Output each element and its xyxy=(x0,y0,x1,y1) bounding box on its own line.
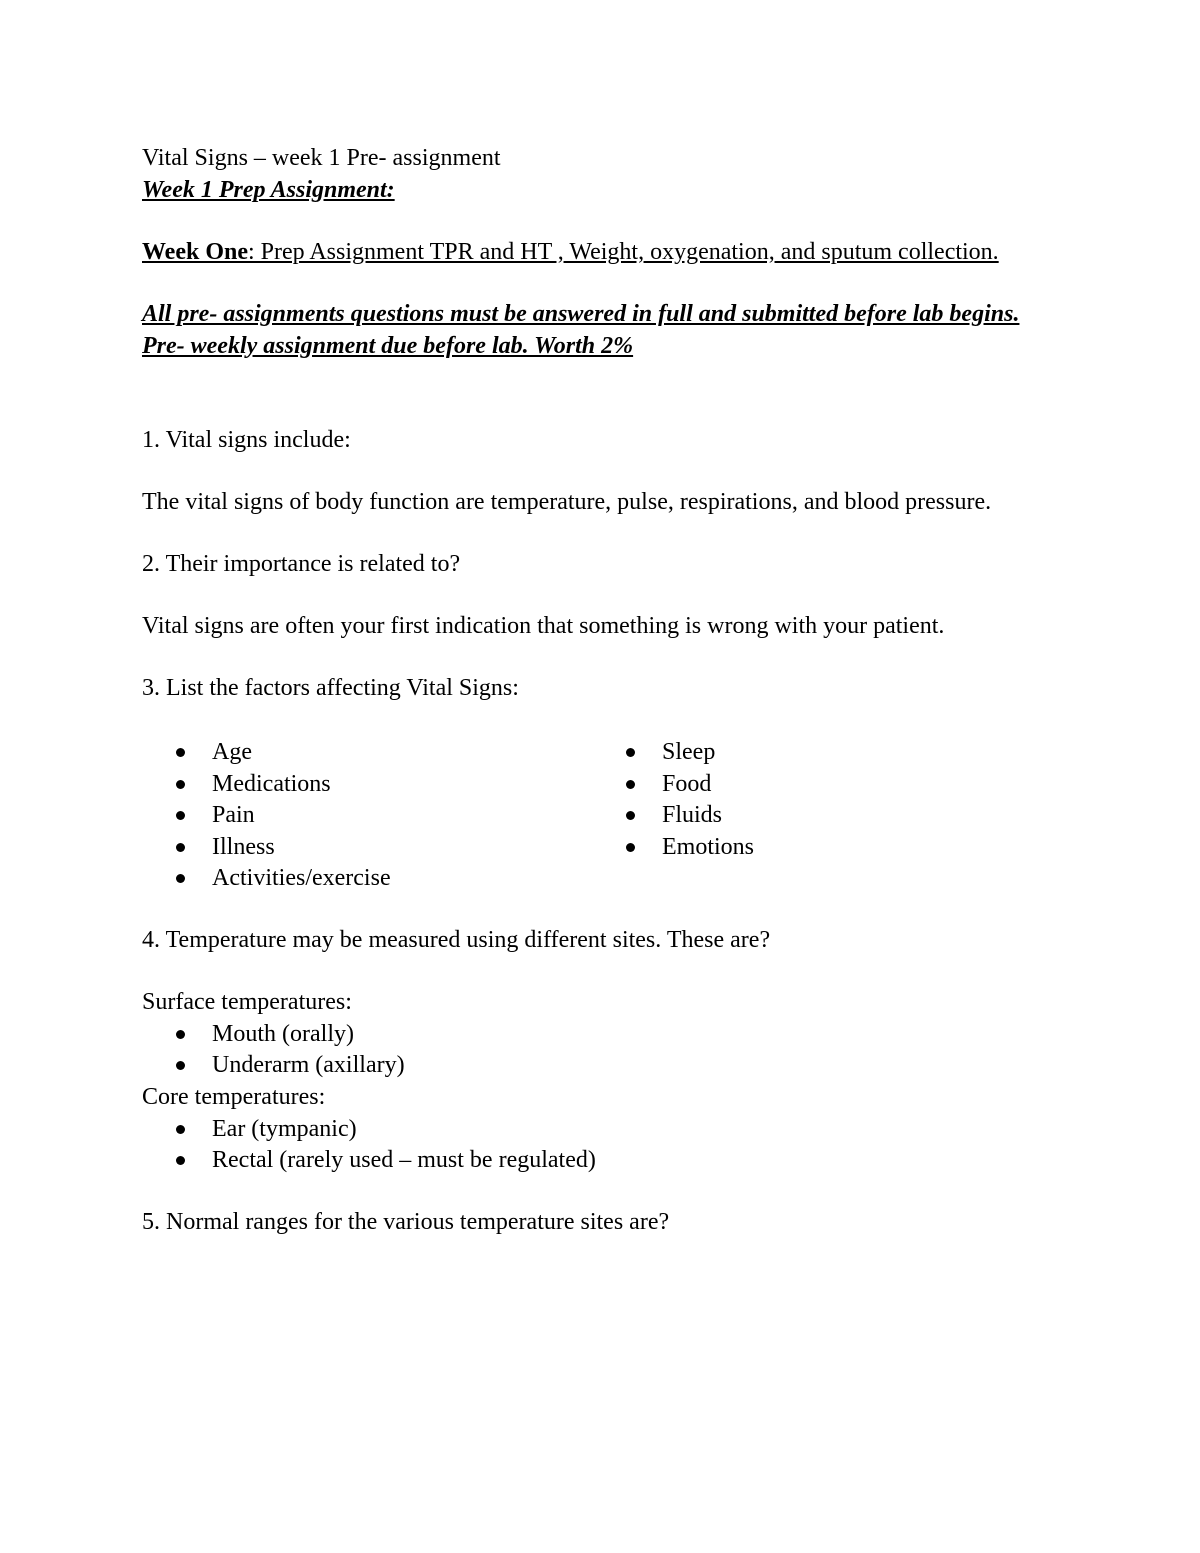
bullet-icon xyxy=(176,843,185,852)
bullet-icon xyxy=(626,811,635,820)
notice-answer-in-full: All pre- assignments questions must be answered in full and submitted before lab begins. xyxy=(142,301,1020,327)
factors-left-list xyxy=(142,736,592,894)
week-one-line xyxy=(142,236,1042,268)
list-item: Emotions xyxy=(592,831,1042,863)
list-item: Pain xyxy=(142,799,592,831)
notice-due-before-lab: Pre- weekly assignment due before lab. Worth 2% xyxy=(142,333,634,359)
list-item: Activities/exercise xyxy=(142,862,592,894)
document-page xyxy=(142,142,1042,1238)
bullet-icon xyxy=(176,811,185,820)
list-item: Sleep xyxy=(592,736,1042,768)
question-2: 2. Their importance is related to? xyxy=(142,551,461,577)
doc-subtitle: Week 1 Prep Assignment: xyxy=(142,177,395,203)
bullet-icon xyxy=(176,1156,185,1165)
core-temperatures-label: Core temperatures: xyxy=(142,1083,326,1110)
bullet-icon xyxy=(176,1125,185,1134)
list-item: Medications xyxy=(142,768,592,800)
question-1: 1. Vital signs include: xyxy=(142,427,351,453)
bullet-icon xyxy=(626,780,635,789)
surface-temperatures-list xyxy=(142,1018,1042,1081)
question-3: 3. List the factors affecting Vital Signs: xyxy=(142,675,519,701)
question-5: 5. Normal ranges for the various temperature sites are? xyxy=(142,1208,670,1235)
week-one-text: : Prep Assignment TPR and HT , Weight, oxygenation, and sputum collection. xyxy=(248,239,999,265)
bullet-icon xyxy=(176,874,185,883)
list-item: Illness xyxy=(142,831,592,863)
list-item: Ear (tympanic) xyxy=(142,1113,1042,1145)
bullet-icon xyxy=(626,748,635,757)
bullet-icon xyxy=(176,1030,185,1039)
list-item: Food xyxy=(592,768,1042,800)
surface-temperatures-label: Surface temperatures: xyxy=(142,988,352,1015)
bullet-icon xyxy=(176,1061,185,1070)
bullet-icon xyxy=(176,748,185,757)
factors-right-list xyxy=(592,736,1042,894)
core-temperatures-list xyxy=(142,1113,1042,1176)
doc-title: Vital Signs – week 1 Pre- assignment xyxy=(142,145,501,171)
week-one-label: Week One xyxy=(142,239,248,265)
list-item: Age xyxy=(142,736,592,768)
answer-2: Vital signs are often your first indication that something is wrong with your patient. xyxy=(142,613,945,639)
list-item: Mouth (orally) xyxy=(142,1018,1042,1050)
bullet-icon xyxy=(176,780,185,789)
bullet-icon xyxy=(626,843,635,852)
answer-1: The vital signs of body function are temperature, pulse, respirations, and blood pressure. xyxy=(142,489,992,515)
list-item: Rectal (rarely used – must be regulated) xyxy=(142,1144,1042,1176)
factors-list xyxy=(142,736,1042,894)
question-4: 4. Temperature may be measured using different sites. These are? xyxy=(142,926,771,953)
list-item: Underarm (axillary) xyxy=(142,1049,1042,1081)
list-item: Fluids xyxy=(592,799,1042,831)
